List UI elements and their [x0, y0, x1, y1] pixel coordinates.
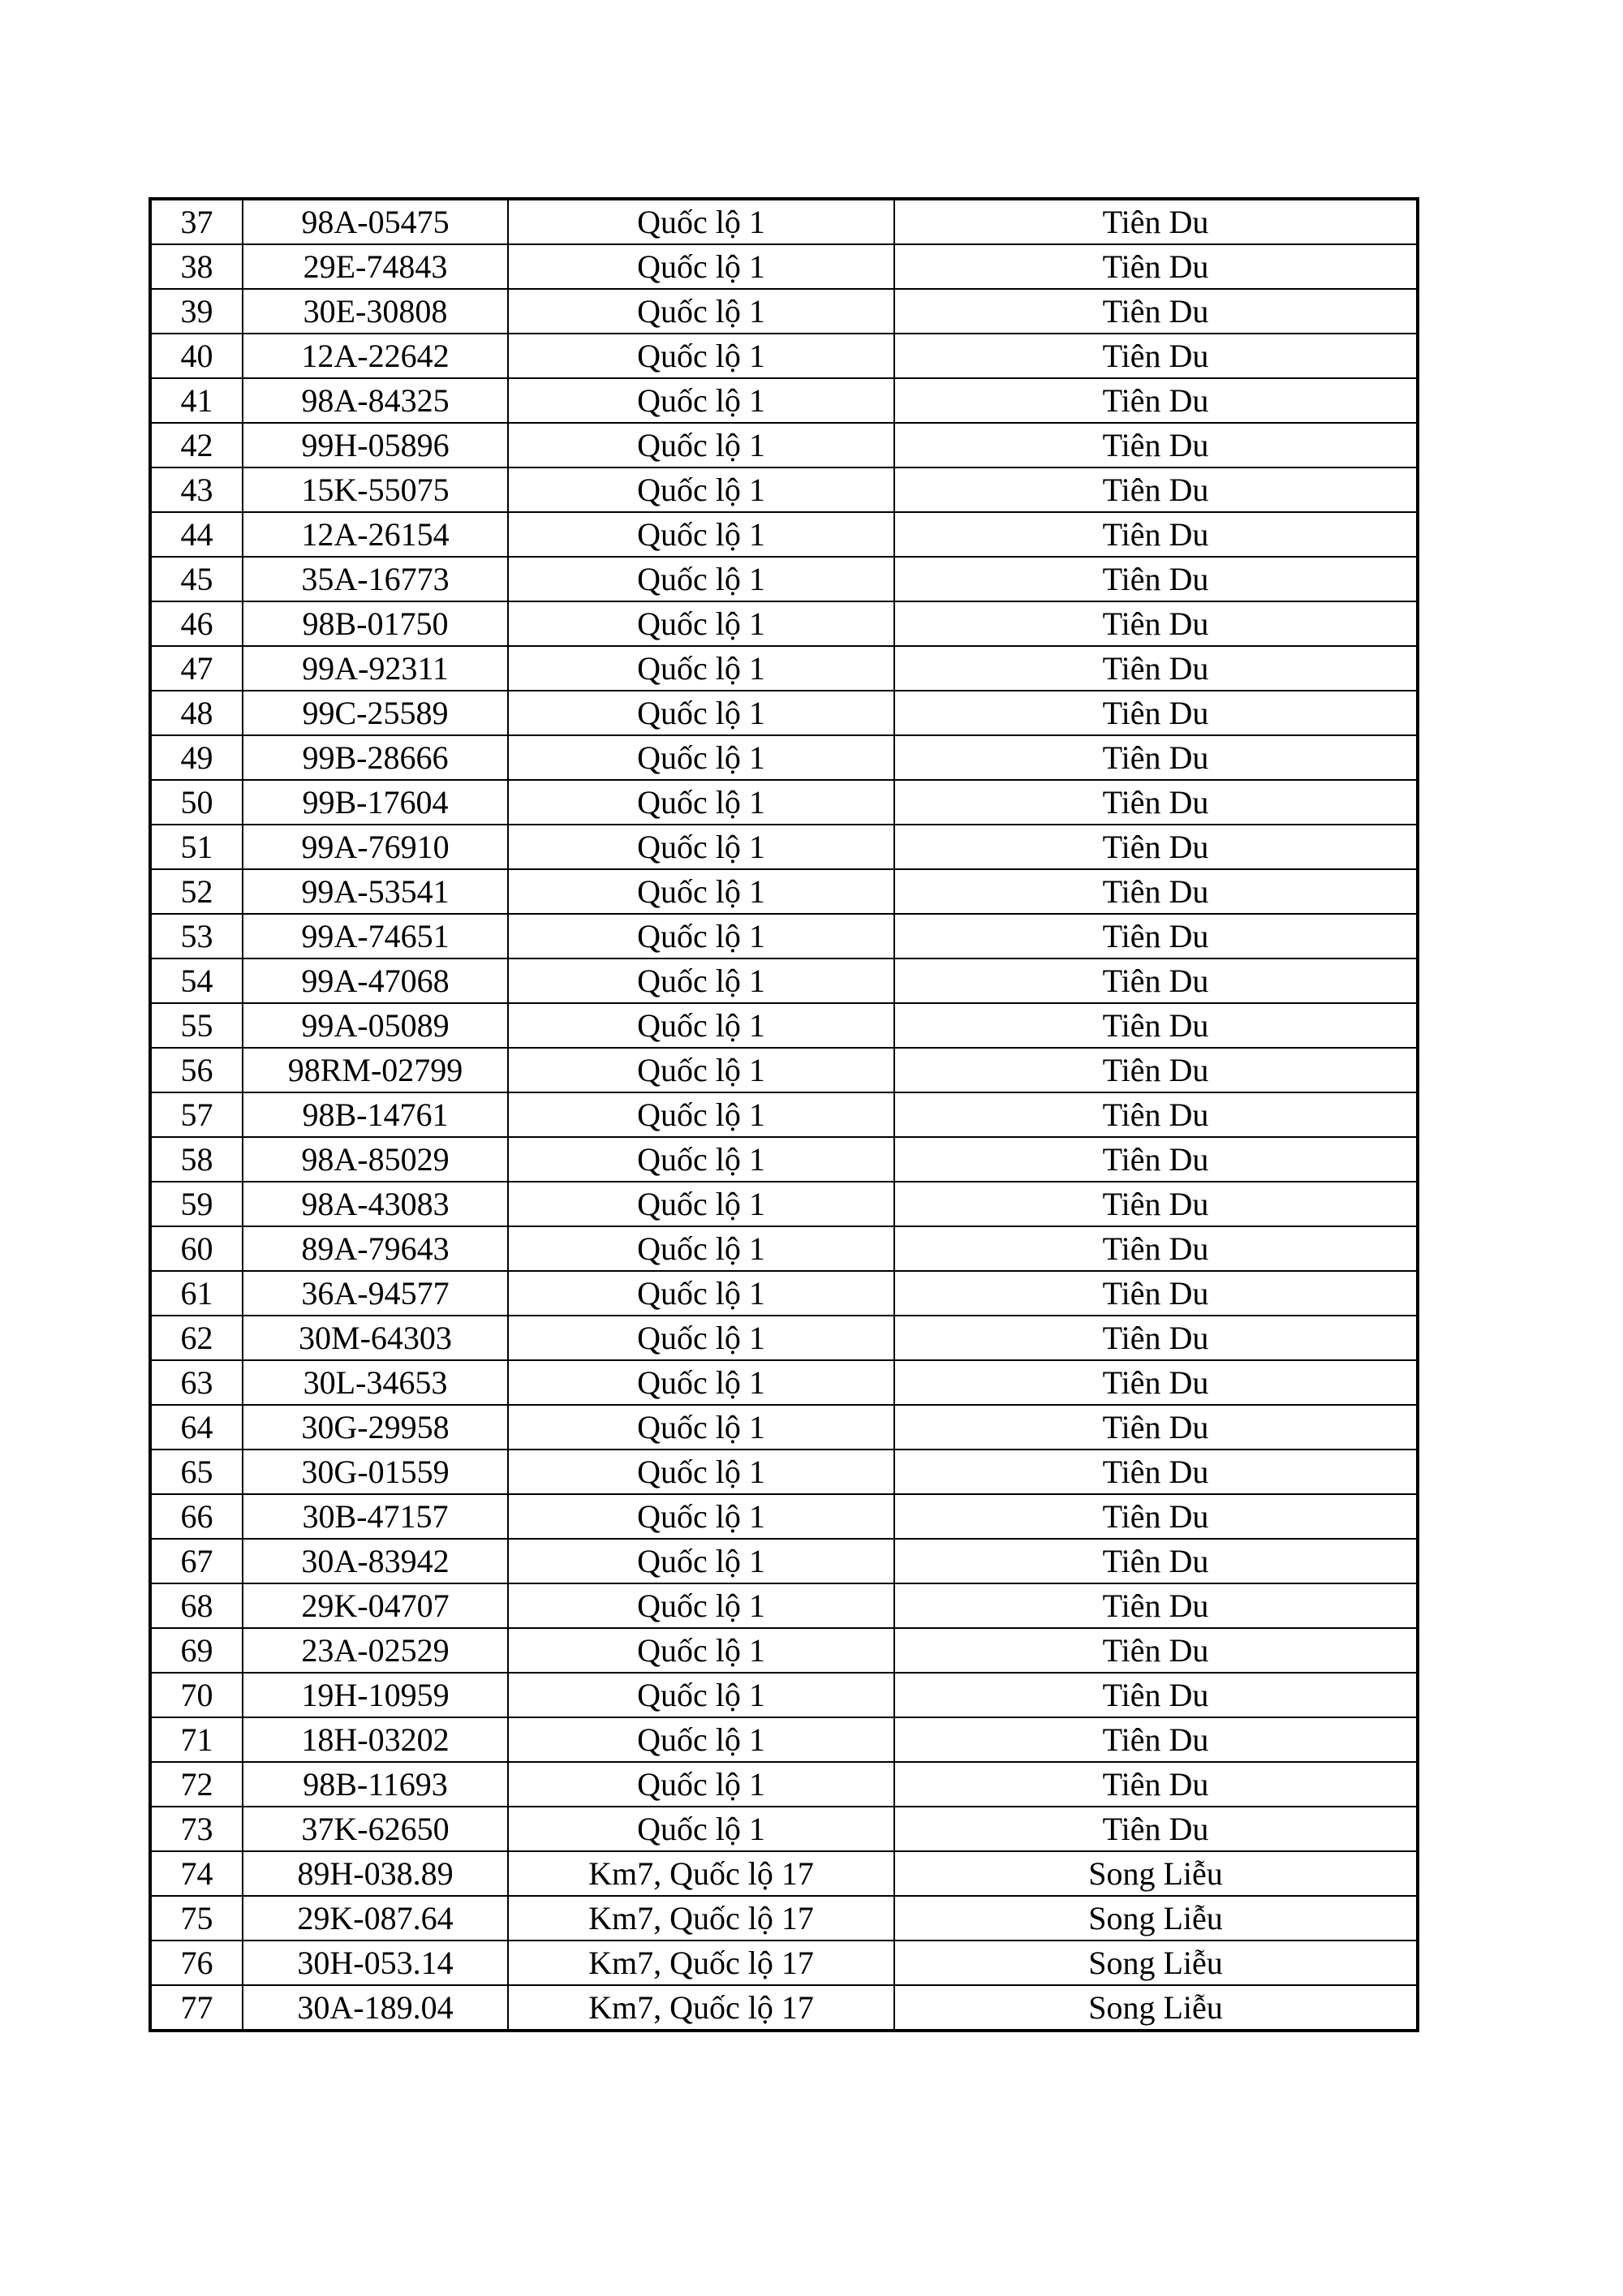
location-cell: Quốc lộ 1: [508, 557, 894, 601]
location-cell: Quốc lộ 1: [508, 1182, 894, 1226]
area-cell: Tiên Du: [894, 1494, 1418, 1539]
row-number-cell: 62: [150, 1316, 243, 1360]
table-row: [150, 1717, 1418, 1762]
row-number-cell: 46: [150, 601, 243, 646]
row-number-cell: 42: [150, 423, 243, 467]
row-number-cell: 38: [150, 244, 243, 289]
location-cell: Quốc lộ 1: [508, 780, 894, 825]
table-row: [150, 1271, 1418, 1316]
location-cell: Quốc lộ 1: [508, 1226, 894, 1271]
row-number-cell: 73: [150, 1807, 243, 1851]
plate-number-cell: 29K-087.64: [243, 1896, 508, 1941]
table-row: [150, 512, 1418, 557]
location-cell: Quốc lộ 1: [508, 1583, 894, 1628]
row-number-cell: 52: [150, 869, 243, 914]
plate-number-cell: 30L-34653: [243, 1360, 508, 1405]
row-number-cell: 61: [150, 1271, 243, 1316]
row-number-cell: 45: [150, 557, 243, 601]
area-cell: Tiên Du: [894, 1271, 1418, 1316]
table-row: [150, 1628, 1418, 1673]
table-row: [150, 1673, 1418, 1717]
location-cell: Quốc lộ 1: [508, 334, 894, 378]
row-number-cell: 72: [150, 1762, 243, 1807]
row-number-cell: 51: [150, 825, 243, 869]
location-cell: Quốc lộ 1: [508, 467, 894, 512]
plate-number-cell: 15K-55075: [243, 467, 508, 512]
row-number-cell: 48: [150, 691, 243, 735]
plate-number-cell: 30H-053.14: [243, 1941, 508, 1985]
area-cell: Tiên Du: [894, 1092, 1418, 1137]
plate-number-cell: 30G-29958: [243, 1405, 508, 1450]
location-cell: Quốc lộ 1: [508, 199, 894, 244]
location-cell: Km7, Quốc lộ 17: [508, 1985, 894, 2031]
table-row: [150, 825, 1418, 869]
location-cell: Quốc lộ 1: [508, 914, 894, 958]
table-row: [150, 780, 1418, 825]
location-cell: Quốc lộ 1: [508, 1673, 894, 1717]
plate-number-cell: 30A-189.04: [243, 1985, 508, 2031]
table-row: [150, 1762, 1418, 1807]
table-row: [150, 1048, 1418, 1092]
row-number-cell: 69: [150, 1628, 243, 1673]
location-cell: Quốc lộ 1: [508, 1539, 894, 1583]
table-row: [150, 467, 1418, 512]
plate-number-cell: 30M-64303: [243, 1316, 508, 1360]
area-cell: Tiên Du: [894, 423, 1418, 467]
table-row: [150, 958, 1418, 1003]
row-number-cell: 74: [150, 1851, 243, 1896]
area-cell: Tiên Du: [894, 1539, 1418, 1583]
area-cell: Tiên Du: [894, 780, 1418, 825]
location-cell: Quốc lộ 1: [508, 735, 894, 780]
location-cell: Quốc lộ 1: [508, 1003, 894, 1048]
area-cell: Song Liễu: [894, 1985, 1418, 2031]
row-number-cell: 44: [150, 512, 243, 557]
plate-number-cell: 99H-05896: [243, 423, 508, 467]
plate-number-cell: 18H-03202: [243, 1717, 508, 1762]
area-cell: Song Liễu: [894, 1851, 1418, 1896]
table-row: [150, 1851, 1418, 1896]
row-number-cell: 66: [150, 1494, 243, 1539]
table-row: [150, 646, 1418, 691]
area-cell: Tiên Du: [894, 512, 1418, 557]
table-row: [150, 1003, 1418, 1048]
plate-number-cell: 99A-05089: [243, 1003, 508, 1048]
location-cell: Quốc lộ 1: [508, 378, 894, 423]
location-cell: Quốc lộ 1: [508, 1048, 894, 1092]
location-cell: Quốc lộ 1: [508, 289, 894, 334]
area-cell: Tiên Du: [894, 1048, 1418, 1092]
area-cell: Tiên Du: [894, 1405, 1418, 1450]
plate-number-cell: 98A-85029: [243, 1137, 508, 1182]
plate-number-cell: 98RM-02799: [243, 1048, 508, 1092]
table-row: [150, 1941, 1418, 1985]
location-cell: Quốc lộ 1: [508, 869, 894, 914]
area-cell: Tiên Du: [894, 735, 1418, 780]
plate-number-cell: 30E-30808: [243, 289, 508, 334]
area-cell: Tiên Du: [894, 199, 1418, 244]
plate-number-cell: 99A-47068: [243, 958, 508, 1003]
table-row: [150, 601, 1418, 646]
row-number-cell: 53: [150, 914, 243, 958]
row-number-cell: 59: [150, 1182, 243, 1226]
row-number-cell: 49: [150, 735, 243, 780]
plate-number-cell: 99B-17604: [243, 780, 508, 825]
location-cell: Quốc lộ 1: [508, 1628, 894, 1673]
row-number-cell: 64: [150, 1405, 243, 1450]
table-row: [150, 1316, 1418, 1360]
location-cell: Quốc lộ 1: [508, 1316, 894, 1360]
plate-number-cell: 98B-11693: [243, 1762, 508, 1807]
location-cell: Quốc lộ 1: [508, 423, 894, 467]
location-cell: Quốc lộ 1: [508, 244, 894, 289]
location-cell: Quốc lộ 1: [508, 1450, 894, 1494]
location-cell: Quốc lộ 1: [508, 1405, 894, 1450]
location-cell: Quốc lộ 1: [508, 1271, 894, 1316]
plate-number-cell: 30A-83942: [243, 1539, 508, 1583]
plate-number-cell: 98A-84325: [243, 378, 508, 423]
row-number-cell: 40: [150, 334, 243, 378]
plate-number-cell: 35A-16773: [243, 557, 508, 601]
area-cell: Tiên Du: [894, 1003, 1418, 1048]
table-row: [150, 289, 1418, 334]
location-cell: Quốc lộ 1: [508, 1092, 894, 1137]
area-cell: Tiên Du: [894, 1583, 1418, 1628]
table-row: [150, 1896, 1418, 1941]
area-cell: Tiên Du: [894, 1137, 1418, 1182]
plate-number-cell: 99A-76910: [243, 825, 508, 869]
plate-number-cell: 37K-62650: [243, 1807, 508, 1851]
table-row: [150, 1137, 1418, 1182]
plate-number-cell: 98A-43083: [243, 1182, 508, 1226]
area-cell: Song Liễu: [894, 1896, 1418, 1941]
area-cell: Tiên Du: [894, 467, 1418, 512]
plate-number-cell: 98A-05475: [243, 199, 508, 244]
location-cell: Quốc lộ 1: [508, 958, 894, 1003]
area-cell: Tiên Du: [894, 958, 1418, 1003]
plate-number-cell: 89A-79643: [243, 1226, 508, 1271]
plate-number-cell: 12A-26154: [243, 512, 508, 557]
plate-number-cell: 98B-14761: [243, 1092, 508, 1137]
plate-number-cell: 30B-47157: [243, 1494, 508, 1539]
table-row: [150, 244, 1418, 289]
area-cell: Tiên Du: [894, 1316, 1418, 1360]
area-cell: Tiên Du: [894, 334, 1418, 378]
row-number-cell: 47: [150, 646, 243, 691]
table-row: [150, 1539, 1418, 1583]
area-cell: Tiên Du: [894, 378, 1418, 423]
row-number-cell: 77: [150, 1985, 243, 2031]
location-cell: Quốc lộ 1: [508, 646, 894, 691]
row-number-cell: 68: [150, 1583, 243, 1628]
plate-number-cell: 19H-10959: [243, 1673, 508, 1717]
row-number-cell: 76: [150, 1941, 243, 1985]
plate-number-cell: 29K-04707: [243, 1583, 508, 1628]
table-row: [150, 1360, 1418, 1405]
row-number-cell: 67: [150, 1539, 243, 1583]
area-cell: Tiên Du: [894, 1182, 1418, 1226]
row-number-cell: 55: [150, 1003, 243, 1048]
table-row: [150, 735, 1418, 780]
table-row: [150, 1226, 1418, 1271]
row-number-cell: 37: [150, 199, 243, 244]
location-cell: Quốc lộ 1: [508, 1137, 894, 1182]
area-cell: Song Liễu: [894, 1941, 1418, 1985]
location-cell: Quốc lộ 1: [508, 1494, 894, 1539]
location-cell: Quốc lộ 1: [508, 1762, 894, 1807]
area-cell: Tiên Du: [894, 1807, 1418, 1851]
area-cell: Tiên Du: [894, 691, 1418, 735]
plate-number-cell: 30G-01559: [243, 1450, 508, 1494]
table-row: [150, 557, 1418, 601]
table-row: [150, 1583, 1418, 1628]
location-cell: Km7, Quốc lộ 17: [508, 1941, 894, 1985]
table-row: [150, 869, 1418, 914]
table-row: [150, 691, 1418, 735]
area-cell: Tiên Du: [894, 825, 1418, 869]
area-cell: Tiên Du: [894, 1762, 1418, 1807]
area-cell: Tiên Du: [894, 646, 1418, 691]
area-cell: Tiên Du: [894, 869, 1418, 914]
plate-number-cell: 23A-02529: [243, 1628, 508, 1673]
location-cell: Km7, Quốc lộ 17: [508, 1851, 894, 1896]
plate-number-cell: 36A-94577: [243, 1271, 508, 1316]
table-row: [150, 1450, 1418, 1494]
plate-number-cell: 99B-28666: [243, 735, 508, 780]
area-cell: Tiên Du: [894, 244, 1418, 289]
table-row: [150, 378, 1418, 423]
location-cell: Quốc lộ 1: [508, 1807, 894, 1851]
area-cell: Tiên Du: [894, 1628, 1418, 1673]
plate-number-cell: 12A-22642: [243, 334, 508, 378]
row-number-cell: 56: [150, 1048, 243, 1092]
row-number-cell: 60: [150, 1226, 243, 1271]
plate-number-cell: 89H-038.89: [243, 1851, 508, 1896]
row-number-cell: 41: [150, 378, 243, 423]
location-cell: Quốc lộ 1: [508, 1360, 894, 1405]
vehicle-table: [149, 197, 1419, 2032]
row-number-cell: 58: [150, 1137, 243, 1182]
row-number-cell: 50: [150, 780, 243, 825]
plate-number-cell: 29E-74843: [243, 244, 508, 289]
table-row: [150, 334, 1418, 378]
row-number-cell: 57: [150, 1092, 243, 1137]
row-number-cell: 43: [150, 467, 243, 512]
plate-number-cell: 98B-01750: [243, 601, 508, 646]
area-cell: Tiên Du: [894, 1360, 1418, 1405]
plate-number-cell: 99A-74651: [243, 914, 508, 958]
location-cell: Quốc lộ 1: [508, 1717, 894, 1762]
area-cell: Tiên Du: [894, 1226, 1418, 1271]
plate-number-cell: 99A-53541: [243, 869, 508, 914]
table-row: [150, 1494, 1418, 1539]
area-cell: Tiên Du: [894, 601, 1418, 646]
area-cell: Tiên Du: [894, 289, 1418, 334]
row-number-cell: 75: [150, 1896, 243, 1941]
row-number-cell: 70: [150, 1673, 243, 1717]
area-cell: Tiên Du: [894, 914, 1418, 958]
table-row: [150, 1405, 1418, 1450]
plate-number-cell: 99C-25589: [243, 691, 508, 735]
table-row: [150, 199, 1418, 244]
area-cell: Tiên Du: [894, 1717, 1418, 1762]
area-cell: Tiên Du: [894, 1450, 1418, 1494]
row-number-cell: 39: [150, 289, 243, 334]
row-number-cell: 65: [150, 1450, 243, 1494]
table-row: [150, 1807, 1418, 1851]
location-cell: Quốc lộ 1: [508, 512, 894, 557]
plate-number-cell: 99A-92311: [243, 646, 508, 691]
row-number-cell: 54: [150, 958, 243, 1003]
table-row: [150, 423, 1418, 467]
area-cell: Tiên Du: [894, 1673, 1418, 1717]
location-cell: Quốc lộ 1: [508, 825, 894, 869]
vehicle-table-body: [150, 199, 1418, 2031]
row-number-cell: 71: [150, 1717, 243, 1762]
location-cell: Quốc lộ 1: [508, 691, 894, 735]
location-cell: Quốc lộ 1: [508, 601, 894, 646]
location-cell: Km7, Quốc lộ 17: [508, 1896, 894, 1941]
area-cell: Tiên Du: [894, 557, 1418, 601]
row-number-cell: 63: [150, 1360, 243, 1405]
table-row: [150, 1092, 1418, 1137]
table-row: [150, 914, 1418, 958]
table-row: [150, 1182, 1418, 1226]
table-row: [150, 1985, 1418, 2031]
